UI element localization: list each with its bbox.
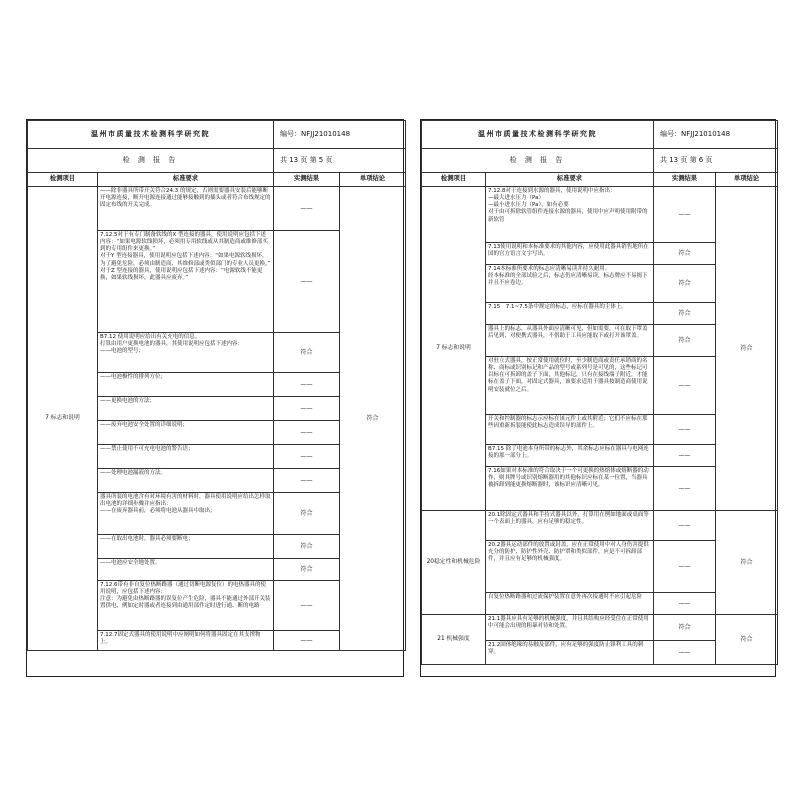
requirement-cell: ——电池极性的排列方位； — [98, 373, 274, 397]
conclusion-cell: 符合 — [716, 187, 778, 511]
result-cell: —— — [274, 231, 340, 333]
col-header-requirement: 标准要求 — [486, 173, 654, 187]
category-cell: 21 机械强度 — [422, 615, 486, 665]
result-cell: —— — [274, 631, 340, 651]
requirement-cell: 7.12.6带有非自复位热断路器（通过切断电源复位）的电热器具的使用说明，应包括下述内容： 注意：为避免由热断路器的误复位产生危险，器具不能通过外部开关装置供电，例如定时器或者连接到由通用部件定时进行通、断的电路 — [98, 581, 274, 631]
col-header-item: 检测项目 — [28, 173, 98, 187]
requirement-cell: 7.12.7固定式器具的使用说明中应阐明如何将器具固定在其支撑物上。 — [98, 631, 274, 651]
result-cell: —— — [274, 445, 340, 469]
result-cell: —— — [654, 415, 716, 445]
result-cell: 符合 — [274, 535, 340, 559]
col-header-conclusion: 单项结论 — [340, 173, 406, 187]
requirement-cell: ——处理电池漏液的方法。 — [98, 469, 274, 493]
result-cell: —— — [654, 593, 716, 615]
col-header-requirement: 标准要求 — [98, 173, 274, 187]
result-cell: —— — [654, 541, 716, 593]
report-number: 编号：NFJJ21010148 — [654, 121, 778, 149]
result-cell: 符合 — [274, 493, 340, 535]
result-cell: 符合 — [654, 615, 716, 641]
requirement-cell: 开关和控制器的标志示应标在该元件上或其附近；它们不应标在那些因重新拆装能使此标志造成误导的部件上。 — [486, 415, 654, 445]
result-cell: —— — [654, 187, 716, 243]
requirement-cell: B7.15 除了电池本身所带的标志外，其余标志应标在器具与电网连接的那一部分上。 — [486, 445, 654, 467]
requirement-cell: ——废弃电池安全处置的详细说明； — [98, 421, 274, 445]
report-title: 检 测 报 告 — [28, 149, 274, 173]
result-cell: —— — [274, 187, 340, 231]
result-cell: 符合 — [654, 303, 716, 325]
requirement-cell: 21.1器具应具有足够的机械强度，并且其结构应经受住在正常使用中可能会出现的粗暴对待和处置。 — [486, 615, 654, 641]
requirement-cell: 7.12.5对于有专门制备软线的X 型连接的器具，使用说明应包括下述内容：“如果电源软线损坏，必须用专用软线或从其制造商或维修部买到的专用组件来更换。” 对于Y 型连接器具，使用说明应包括下述内容：“如果电源软线损坏，为了避免危险，必须由制造商、其维修部或类似部门的专业人员更换。” 对于Z 型连接的器具，使用说明应包括下述内容：“电源软线不能更换，如果软线损坏，此器具应废弃。” — [98, 231, 274, 333]
col-header-item: 检测项目 — [422, 173, 486, 187]
page-indicator: 共 13 页 第 5 页 — [274, 149, 406, 173]
requirement-cell: ——更换电池的方法； — [98, 397, 274, 421]
category-cell: 7 标志和说明 — [422, 187, 486, 511]
conclusion-cell: 符合 — [716, 615, 778, 665]
requirement-cell: 器具所装的电池含有对环境有害的材料时，器具使用说明应给出怎样取出电池的详细步骤并应指出： ——在废弃器具前，必须将电池从器具中取出； — [98, 493, 274, 535]
requirement-cell: B7.12 使用说明应给出有关充电的信息。 打算由用户更换电池的器具，其使用说明应包括下述内容： ——电池的型号； — [98, 333, 274, 373]
requirement-cell: 对驻立式器具，按正常使用就位时，至少制造商或责任承销商的名称、商标或识别标记和产品的型号或系列号是可见的，这些标记可以标在可拆卸的盖子下面，其他标记，只有在接线端子附近，才能标在盖子下面，对固定式器具，该要求适用于器具按制造商使用说明安装就位之后。 — [486, 357, 654, 415]
result-cell: 符合 — [274, 333, 340, 373]
result-cell: —— — [654, 357, 716, 415]
page-indicator: 共 13 页 第 6 页 — [654, 149, 778, 173]
requirement-cell: 器具上的标志，从器具外面应清晰可见，但如需要，可在取下罩盖后见到，对便携式器具，不借助于工具应能取下或打开该罩盖。 — [486, 325, 654, 357]
result-cell: 符合 — [274, 559, 340, 581]
result-cell: —— — [274, 581, 340, 631]
report-number: 编号：NFJJ21010148 — [274, 121, 406, 149]
result-cell: —— — [654, 445, 716, 467]
conclusion-cell: 符合 — [340, 187, 406, 651]
conclusion-cell: 符合 — [716, 511, 778, 615]
result-cell: —— — [274, 397, 340, 421]
requirement-cell: 20.2器具运动部件的放置或封盖，应在正常使用中对人身伤害提供充分的防护，防护性外壳、防护罩和类似部件，应是不可拆卸部件，并且应有足够的机械强度。 — [486, 541, 654, 593]
report-table-page-5 — [27, 120, 406, 676]
requirement-cell: ——禁止使用不可充电电池的警告语； — [98, 445, 274, 469]
report-table-page-6 — [421, 120, 778, 676]
col-header-result: 实测结果 — [274, 173, 340, 187]
requirement-cell: 7.16如果对本标准的符合取决于一个可更换的热熔体或熔断器的动作，则其牌号或识别熔断器用的其他标识应标在某一位置，当器具被拆卸到能更换熔断器时，该标识应清晰可见。 — [486, 467, 654, 511]
report-title: 检 测 报 告 — [422, 149, 654, 173]
category-cell: 20稳定性和机械危险 — [422, 511, 486, 615]
institute-name: 温州市质量技术检测科学研究院 — [28, 121, 274, 149]
result-cell: 符合 — [654, 265, 716, 303]
result-cell: —— — [654, 641, 716, 665]
result-cell: —— — [274, 373, 340, 397]
result-cell: 符合 — [654, 243, 716, 265]
requirement-cell: 21.2固体绝缘的易触及部件，应有足够的强度防止锋利工具的刺穿。 — [486, 641, 654, 665]
requirement-cell: 7.14本标准所要求的标志应清晰易读并持久耐用。 经本标准的全部试验之后，标志仍应清晰易读，标志牌应不易揭下并且不应卷边。 — [486, 265, 654, 303]
requirement-cell: 7.15 7.1~7.5条中规定的标志，应标在器具的主体上。 — [486, 303, 654, 325]
requirement-cell: 7.13使用说明和本标准要求的其他内容，应使用此器具销售地所在国的官方语言文字写出。 — [486, 243, 654, 265]
col-header-result: 实测结果 — [654, 173, 716, 187]
result-cell: 符合 — [654, 325, 716, 357]
report-page-5 — [26, 119, 404, 677]
requirement-cell: 20.1除固定式器具和手持式器具以外，打算用在例如地面或桌面等一个表面上的器具，应有足够的稳定性。 — [486, 511, 654, 541]
result-cell: —— — [274, 469, 340, 493]
result-cell: —— — [654, 467, 716, 511]
col-header-conclusion: 单项结论 — [716, 173, 778, 187]
result-cell: —— — [274, 421, 340, 445]
requirement-cell: 自复位热断路器和过流保护装置在意外再次接通时不应引起危险 — [486, 593, 654, 615]
institute-name: 温州市质量技术检测科学研究院 — [422, 121, 654, 149]
requirement-cell: ——在取出电池时，器具必须要断电； — [98, 535, 274, 559]
requirement-cell: ——电池应安全地处置。 — [98, 559, 274, 581]
category-cell: 7 标志和说明 — [28, 187, 98, 651]
requirement-cell: ——除非器具所带开关符合24.3 的规定，否则需要器具安装后能够断开电源连接，断开电源连接通过能够接触到的插头或者符合布线规定的固定布线的开关完成。 — [98, 187, 274, 231]
requirement-cell: 7.12.8对于连接到水源的器具，使用说明中应指出： —最大进水压力（Pa） —最小进水压力（Pa），如有必要 对于由可拆除软管组件连接水源的器具，使用中应声明使用附带的新软管 — [486, 187, 654, 243]
report-page-6 — [420, 119, 776, 677]
result-cell: —— — [654, 511, 716, 541]
